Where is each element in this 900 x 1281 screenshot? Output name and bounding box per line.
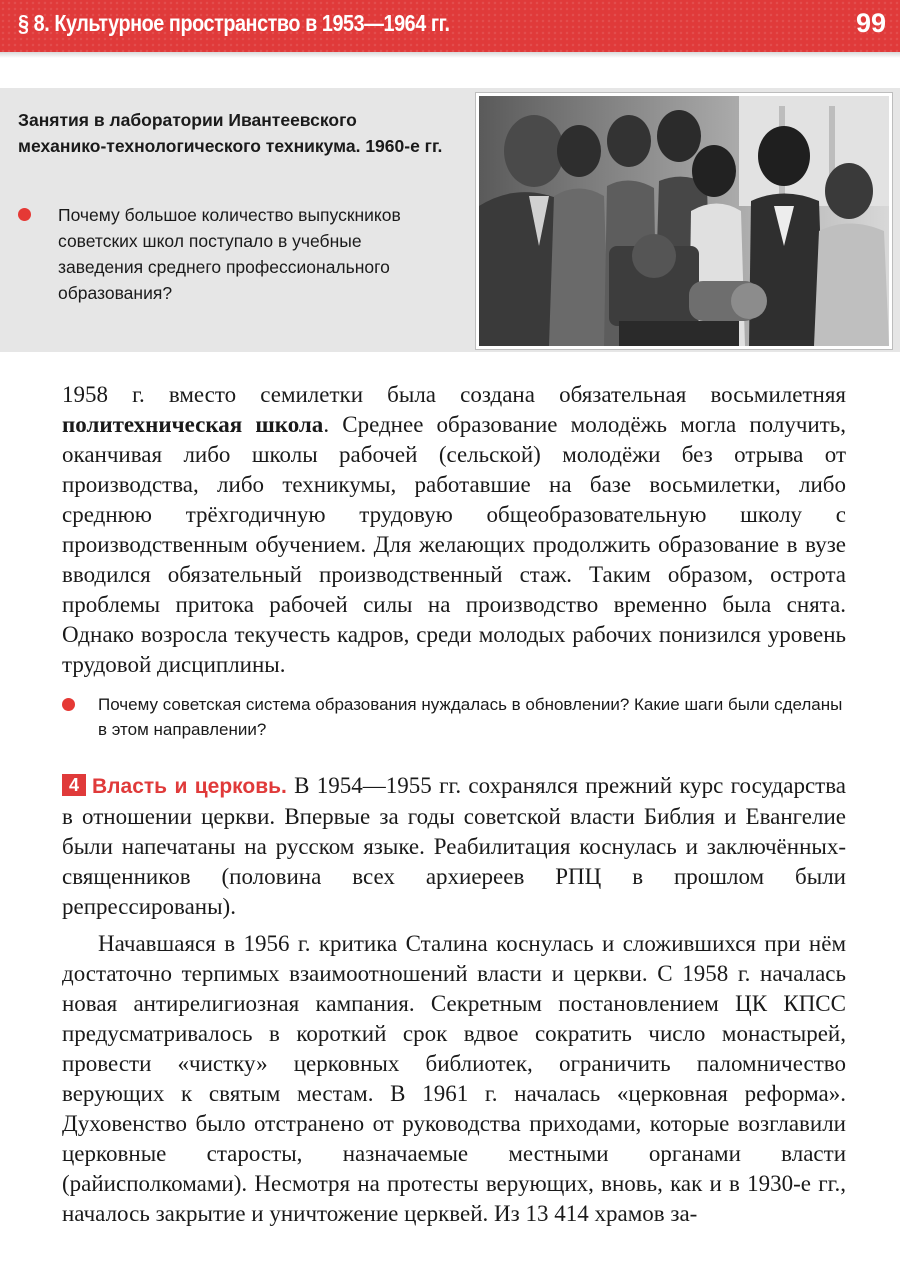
figure-question: Почему большое количество выпускников советских школ поступало в учебные заведения среднего профессионального образования? (58, 205, 401, 303)
paragraph-education (62, 380, 846, 680)
bold-term: политехническая школа (62, 412, 324, 437)
page-header (0, 0, 900, 52)
chapter-title: § 8. Культурное пространство в 1953—1964 гг. (18, 10, 450, 36)
question-bullet-icon (18, 208, 31, 221)
lab-photo-illustration (479, 96, 889, 346)
figure-caption: Занятия в лаборатории Ивантеевского механико-технологического техникума. 1960-е гг. (18, 110, 443, 156)
page-number: 99 (855, 8, 886, 38)
review-question: Почему советская система образования нуждалась в обновлении? Какие шаги были сделаны в этом направлении? (98, 695, 843, 739)
header-divider (0, 52, 900, 58)
paragraph-antireligious: Начавшаяся в 1956 г. критика Сталина коснулась и сложившихся при нём достаточно терпимых взаимоотношений власти и церкви. С 1958 г. началась новая антирелигиозная кампания. Секретным постановлением ЦК КПСС предусматривалось в короткий срок вдвое сократить число монастырей, провести «чистку» церковных библиотек, ограничить паломничество верующих к святым местам. В 1961 г. началась «церковная реформа». Духовенство было отстранено от руководства приходами, которые возглавили церковные старосты, назначаемые местными органами власти (райисполкомами). Несмотря на протесты верующих, вновь, как и в 1930-е гг., началось закрытие и уничтожение церквей. Из 13 414 храмов за- (62, 931, 846, 1226)
lab-photo (476, 93, 892, 349)
paragraph-text: . Среднее образование молодёжь могла получить, оканчивая либо школы рабочей (сельской) молодёжи без отрыва от производства, либо техникумы, работавшие на базе восьмилетки, либо среднюю трёхгодичную трудовую общеобразовательную школу с производственным обучением. Для желающих продолжить образование в вузе вводился обязательный производственный стаж. Таким образом, острота проблемы притока рабочей силы на производство временно была снята. Однако возросла текучесть кадров, среди молодых рабочих понизился уровень трудовой дисциплины. (62, 412, 847, 677)
section-number-badge: 4 (62, 774, 86, 796)
section-title: Власть и церковь. (92, 775, 287, 798)
paragraph-text: В 1954—1955 гг. сохранялся прежний курс государства в отношении церкви. Впервые за годы советской власти Библия и Евангелие были напечатаны на русском языке. Реабилитация коснулась и заключённых-священников (половина всех архиереев РПЦ в прошлом были репрессированы). (62, 773, 846, 919)
question-bullet-icon (62, 698, 75, 711)
paragraph-text: 1958 г. вместо семилетки была создана обязательная восьмилетняя (62, 382, 846, 407)
paragraph-church (62, 771, 846, 922)
